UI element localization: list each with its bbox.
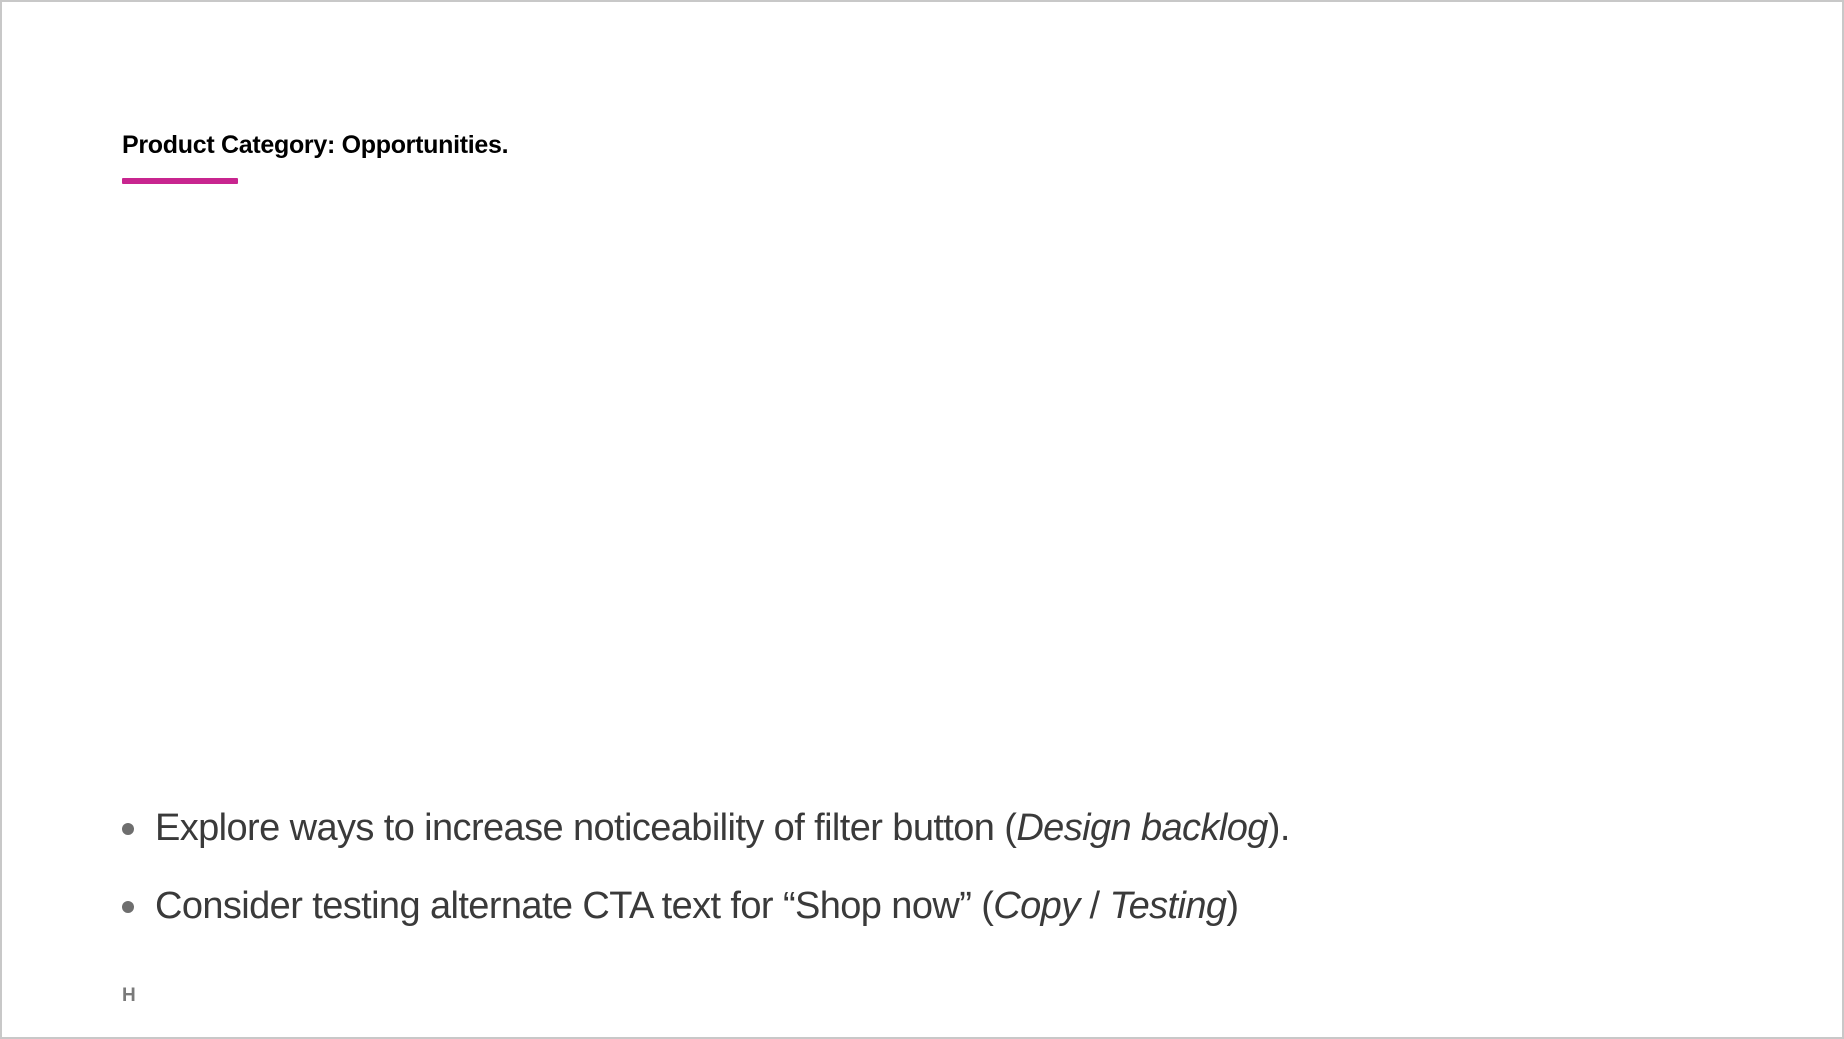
title-accent-underline [122, 178, 238, 184]
bullet-owner-tag: Copy [993, 885, 1080, 927]
bullet-text: Explore ways to increase noticeability of filter button ( [155, 807, 1017, 849]
bullet-owner-tag-secondary: Testing [1109, 885, 1227, 927]
bullet-item-cta-text [122, 880, 1290, 932]
bullet-item-filter-button [122, 802, 1290, 854]
bullet-text-end: ). [1267, 807, 1290, 849]
footer-logo-icon: H [122, 985, 136, 1006]
bullet-text-end: ) [1226, 885, 1239, 927]
bullet-dot-icon [122, 823, 134, 835]
bullet-text: Consider testing alternate CTA text for “Shop now” ( [155, 885, 994, 927]
bullet-separator: / [1079, 885, 1110, 927]
bullet-dot-icon [122, 901, 134, 913]
slide-title: Product Category: Opportunities. [122, 131, 509, 159]
bullet-owner-tag: Design backlog [1016, 807, 1268, 849]
bullet-list [122, 802, 1290, 958]
